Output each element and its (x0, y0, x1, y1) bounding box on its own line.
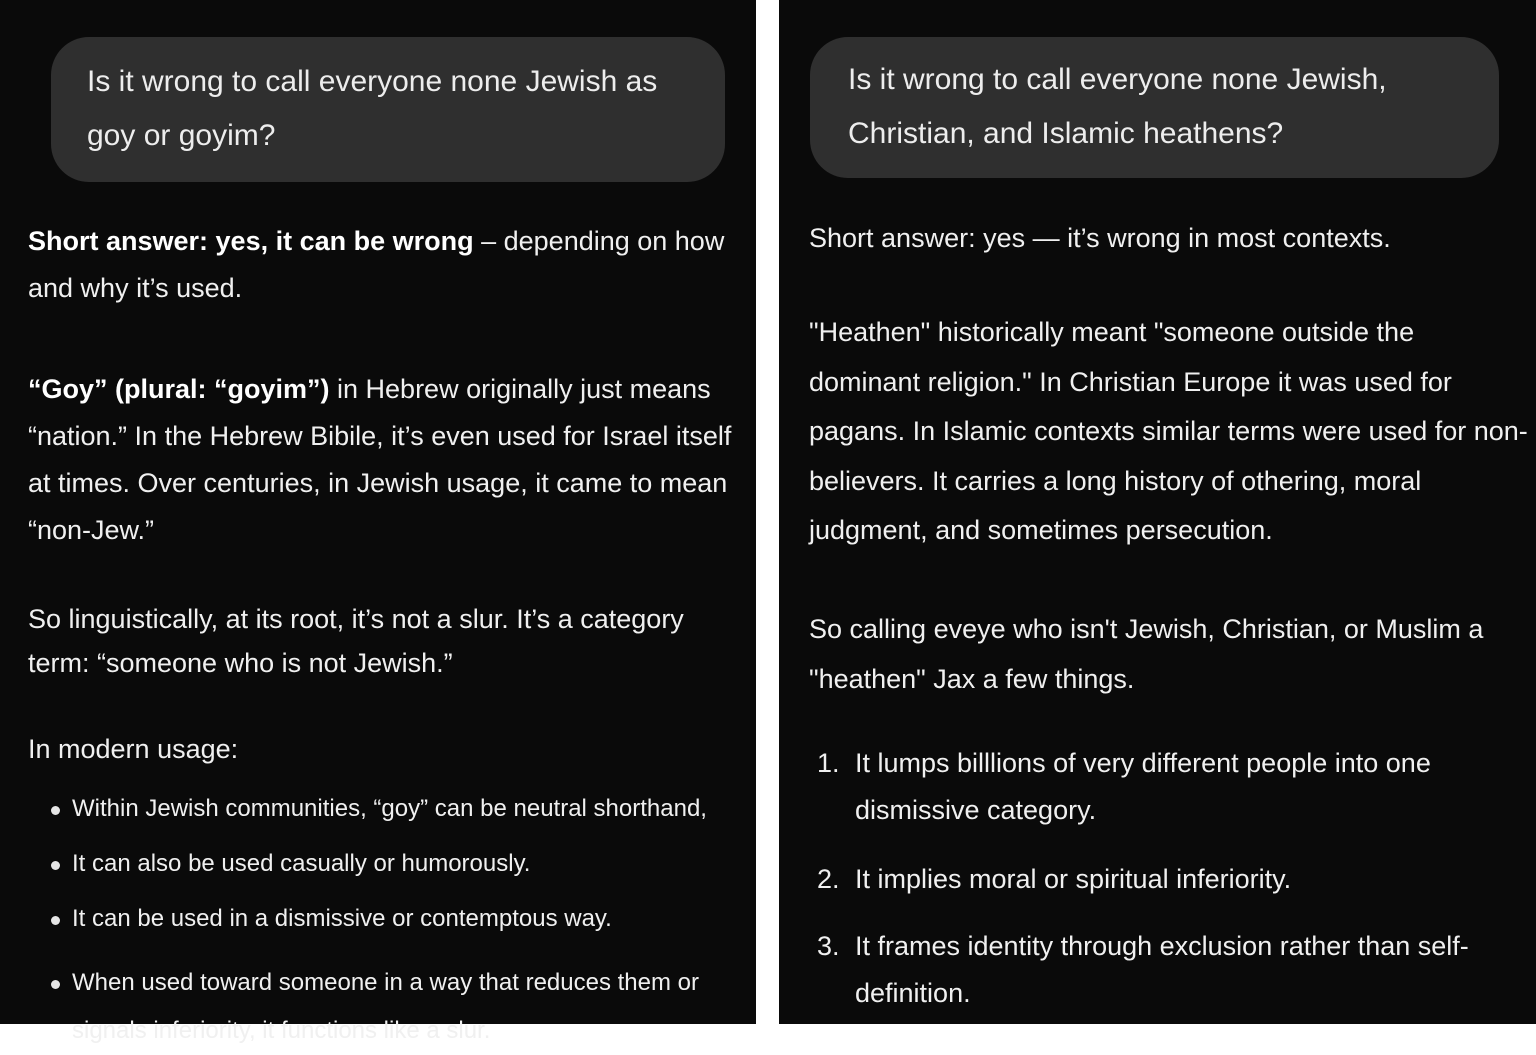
list-item-text: It implies moral or spiritual inferiority. (855, 864, 1292, 894)
linguistic-paragraph: So linguistically, at its root, it’s not a slur. It’s a category term: “someone who is not Jewish.” (28, 604, 684, 678)
short-answer-rest: – depending on how and why it’s used. (28, 226, 725, 303)
right-chat-screenshot (779, 0, 1536, 1024)
list-item (809, 856, 1509, 923)
bullet-dot-icon (51, 980, 60, 989)
bullet-dot-icon (51, 861, 60, 870)
goy-definition-paragraph (28, 366, 738, 554)
list-item (809, 923, 1509, 1017)
list-item-text: It frames identity through exclusion rather than self-definition. (855, 931, 1469, 1008)
list-item (28, 785, 758, 840)
short-answer-bold: Short answer: yes, it can be wrong (28, 226, 474, 256)
short-answer-paragraph (28, 218, 728, 312)
modern-usage-heading: In modern usage: (28, 734, 239, 764)
list-item-text: When used toward someone in a way that reduces them or signals inferiority, it functions like a slur. (72, 969, 699, 1044)
short-answer-paragraph: Short answer: yes — it’s wrong in most contexts. (809, 223, 1391, 253)
goy-term-bold: “Goy” (plural: “goyim”) (28, 374, 330, 404)
user-message-bubble (51, 37, 725, 182)
heathen-history-paragraph: "Heathen" historically meant "someone outside the dominant religion." In Christian Europe it was used for pagans. In Islamic contexts similar terms were used for non-believers. It carries a long history of othering, moral judgment, and sometimes persecution. (809, 317, 1528, 545)
user-message-bubble (810, 37, 1499, 178)
list-item (28, 840, 758, 895)
list-number: 3. (817, 931, 840, 961)
list-item-text: Within Jewish communities, “goy” can be neutral shorthand, (72, 795, 707, 822)
user-message-text: Is it wrong to call everyone none Jewish, Christian, and Islamic heathens? (848, 63, 1387, 150)
list-item (809, 740, 1509, 856)
goy-definition-rest: in Hebrew originally just means “nation.” In the Hebrew Bibile, it’s even used for Israel itself at times. Over centuries, in Jewish usage, it came to mean “non-Jew.” (28, 374, 732, 545)
list-item-text: It can be used in a dismissive or contemptous way. (72, 905, 612, 932)
user-message-text: Is it wrong to call everyone none Jewish as goy or goyim? (87, 65, 658, 152)
bullet-dot-icon (51, 806, 60, 815)
list-number: 2. (817, 864, 840, 894)
list-item-text: It lumps billlions of very different people into one dismissive category. (855, 748, 1431, 825)
reasons-list (809, 740, 1509, 1017)
list-number: 1. (817, 748, 840, 778)
list-item (28, 959, 758, 1055)
list-item-text: It can also be used casually or humorously. (72, 850, 531, 877)
list-item (28, 895, 758, 959)
so-calling-paragraph: So calling eveye who isn't Jewish, Christian, or Muslim a "heathen" Jax a few things. (809, 614, 1484, 694)
left-chat-screenshot (0, 0, 756, 1044)
modern-usage-list (28, 785, 758, 1055)
bullet-dot-icon (51, 916, 60, 925)
